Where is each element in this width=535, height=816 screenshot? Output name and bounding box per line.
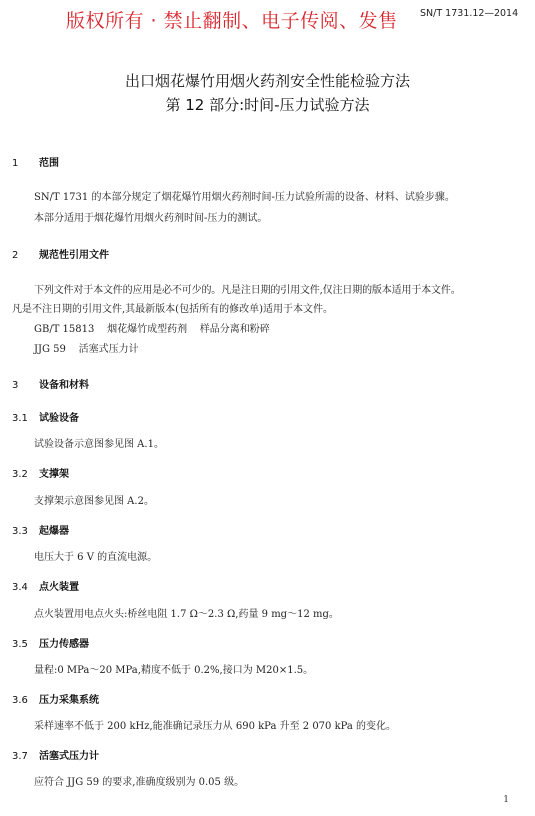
paragraph: 量程:0 MPa～20 MPa,精度不低于 0.2%,接口为 M20×1.5。	[34, 665, 314, 676]
section-number: 1	[12, 158, 19, 169]
section-number: 3.1	[12, 413, 28, 424]
paragraph: SN/T 1731 的本部分规定了烟花爆竹用烟火药剂时间-压力试验所需的设备、材料、试验步骤。	[34, 192, 455, 203]
section-title: 支撑架	[39, 469, 69, 480]
section-number: 3.5	[12, 639, 28, 650]
section-number: 3.3	[12, 526, 28, 537]
section-heading-1	[12, 154, 59, 169]
section-number: 3.7	[12, 751, 28, 762]
section-title: 压力传感器	[39, 639, 89, 650]
section-number: 2	[12, 250, 19, 261]
subsection-heading-3-1	[12, 409, 79, 424]
paragraph: 支撑架示意图参见图 A.2。	[34, 496, 154, 507]
section-number: 3.4	[12, 582, 28, 593]
standard-code: SN/T 1731.12—2014	[420, 8, 519, 19]
page-number: 1	[503, 795, 509, 805]
section-heading-3	[12, 376, 89, 391]
section-number: 3	[12, 380, 19, 391]
section-number: 3.6	[12, 695, 28, 706]
subsection-heading-3-3	[12, 522, 69, 537]
section-title: 规范性引用文件	[39, 250, 109, 261]
section-title: 设备和材料	[39, 380, 89, 391]
paragraph: 电压大于 6 V 的直流电源。	[34, 552, 158, 563]
subsection-heading-3-6	[12, 691, 99, 706]
section-number: 3.2	[12, 469, 28, 480]
paragraph: 应符合 JJG 59 的要求,准确度级别为 0.05 级。	[34, 777, 245, 788]
paragraph: 点火装置用电点火头:桥丝电阻 1.7 Ω～2.3 Ω,药量 9 mg～12 mg。	[34, 609, 339, 620]
reference-item: GB/T 15813 烟花爆竹成型药剂 样品分离和粉碎	[34, 324, 270, 335]
paragraph: 本部分适用于烟花爆竹用烟火药剂时间-压力的测试。	[34, 213, 268, 224]
section-title: 范围	[39, 158, 59, 169]
paragraph: 凡是不注日期的引用文件,其最新版本(包括所有的修改单)适用于本文件。	[12, 304, 333, 315]
document-subtitle: 第 12 部分:时间-压力试验方法	[165, 96, 370, 114]
section-heading-2	[12, 246, 109, 261]
paragraph: 采样速率不低于 200 kHz,能准确记录压力从 690 kPa 升至 2 070 kPa 的变化。	[34, 721, 397, 732]
section-title: 点火装置	[39, 582, 79, 593]
paragraph: 试验设备示意图参见图 A.1。	[34, 439, 164, 450]
document-title: 出口烟花爆竹用烟火药剂安全性能检验方法	[124, 72, 410, 90]
subsection-heading-3-2	[12, 465, 69, 480]
reference-item: JJG 59 活塞式压力计	[34, 344, 139, 355]
subsection-heading-3-7	[12, 747, 99, 762]
section-title: 压力采集系统	[39, 695, 99, 706]
subsection-heading-3-4	[12, 578, 79, 593]
subsection-heading-3-5	[12, 635, 89, 650]
section-title: 试验设备	[39, 413, 79, 424]
section-title: 活塞式压力计	[39, 751, 99, 762]
paragraph: 下列文件对于本文件的应用是必不可少的。凡是注日期的引用文件,仅注日期的版本适用于本文件。	[34, 285, 461, 296]
section-title: 起爆器	[39, 526, 69, 537]
watermark: 版权所有 · 禁止翻制、电子传阅、发售	[66, 10, 398, 32]
